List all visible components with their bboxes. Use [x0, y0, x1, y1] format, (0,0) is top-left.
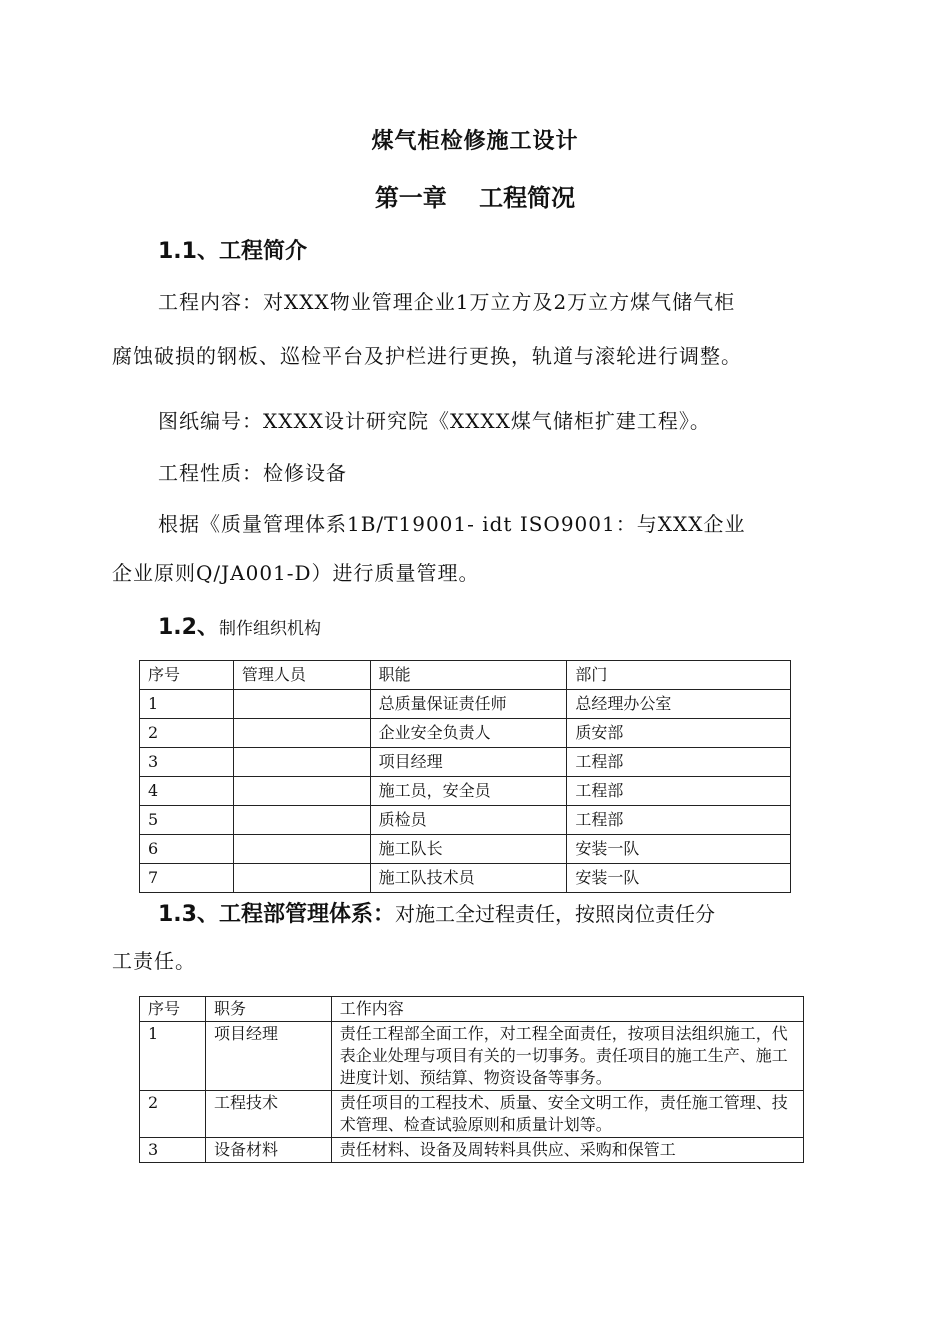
table-row: [140, 806, 791, 835]
table-cell: 责任工程部全面工作，对工程全面责任，按项目法组织施工，代表企业处理与项目有关的一切事务。责任项目的施工生产、施工进度计划、预结算、物资设备等事务。: [331, 1022, 803, 1091]
table-row: [140, 1091, 804, 1138]
table-cell: 2: [140, 1091, 206, 1138]
section-1-3-text-continued: 工责任。: [112, 949, 196, 973]
header-cell: 序号: [140, 661, 234, 690]
section-1-1-heading: 1.1、工程简介: [158, 239, 307, 264]
table-row: [140, 835, 791, 864]
section-1-3-text: 对施工全过程责任，按照岗位责任分: [394, 902, 715, 926]
header-cell: 部门: [567, 661, 791, 690]
table-header-row: [140, 997, 804, 1022]
quality-basis-line-1: 根据《质量管理体系1B/T19001- idt ISO9001：与XXX企业: [158, 512, 746, 536]
table-cell: 企业安全负责人: [370, 719, 567, 748]
table-row: [140, 1138, 804, 1163]
table-row: [140, 777, 791, 806]
table-row: [140, 690, 791, 719]
project-content-line-1: 工程内容：对XXX物业管理企业1万立方及2万立方煤气储气柜: [158, 290, 736, 314]
table-cell: 3: [140, 748, 234, 777]
table-cell: 工程技术: [205, 1091, 331, 1138]
table-cell: 设备材料: [205, 1138, 331, 1163]
table-cell: 安装一队: [567, 864, 791, 893]
chapter-title: 第一章 工程简况: [374, 184, 576, 212]
section-1-3-heading: [158, 897, 715, 928]
header-cell: 序号: [140, 997, 206, 1022]
table-cell: 施工员，安全员: [370, 777, 567, 806]
table-cell: 项目经理: [205, 1022, 331, 1091]
project-content-line-2: 腐蚀破损的钢板、巡检平台及护栏进行更换，轨道与滚轮进行调整。: [112, 344, 742, 368]
table-cell: 5: [140, 806, 234, 835]
table-cell: 质检员: [370, 806, 567, 835]
project-nature: 工程性质：检修设备: [158, 461, 347, 485]
table-header-row: [140, 661, 791, 690]
table-cell: 工程部: [567, 806, 791, 835]
management-system-table: [139, 996, 804, 1163]
table-cell: 施工队技术员: [370, 864, 567, 893]
document-title: 煤气柜检修施工设计: [371, 129, 579, 154]
table-row: [140, 1022, 804, 1091]
drawing-number: 图纸编号：XXXX设计研究院《XXXX煤气储柜扩建工程》。: [158, 409, 711, 433]
table-cell: [233, 748, 370, 777]
table-cell: 工程部: [567, 777, 791, 806]
section-1-2-number: 1.2、: [158, 615, 219, 640]
table-cell: 责任材料、设备及周转料具供应、采购和保管工: [331, 1138, 803, 1163]
table-cell: 7: [140, 864, 234, 893]
table-cell: 施工队长: [370, 835, 567, 864]
table-row: [140, 864, 791, 893]
table-cell: 4: [140, 777, 234, 806]
header-cell: 职能: [370, 661, 567, 690]
table-cell: 2: [140, 719, 234, 748]
table-cell: 3: [140, 1138, 206, 1163]
quality-basis-line-2: 企业原则Q/JA001-D）进行质量管理。: [112, 561, 480, 585]
table-cell: 安装一队: [567, 835, 791, 864]
table-cell: [233, 690, 370, 719]
table-cell: 项目经理: [370, 748, 567, 777]
section-1-3-title: 1.3、工程部管理体系：: [158, 902, 395, 927]
org-structure-table: [139, 660, 791, 893]
table-cell: 质安部: [567, 719, 791, 748]
header-cell: 职务: [205, 997, 331, 1022]
table-cell: 1: [140, 690, 234, 719]
header-cell: 工作内容: [331, 997, 803, 1022]
table-cell: [233, 806, 370, 835]
table-cell: 1: [140, 1022, 206, 1091]
table-cell: 总经理办公室: [567, 690, 791, 719]
table-cell: 责任项目的工程技术、质量、安全文明工作，责任施工管理、技术管理、检查试验原则和质量计划等。: [331, 1091, 803, 1138]
table-row: [140, 719, 791, 748]
table-row: [140, 748, 791, 777]
table-cell: [233, 719, 370, 748]
section-1-2-heading: [158, 610, 321, 641]
table-cell: [233, 777, 370, 806]
section-1-2-title: 制作组织机构: [218, 619, 321, 639]
table-cell: 6: [140, 835, 234, 864]
table-cell: 总质量保证责任师: [370, 690, 567, 719]
table-cell: 工程部: [567, 748, 791, 777]
table-cell: [233, 835, 370, 864]
header-cell: 管理人员: [233, 661, 370, 690]
table-cell: [233, 864, 370, 893]
